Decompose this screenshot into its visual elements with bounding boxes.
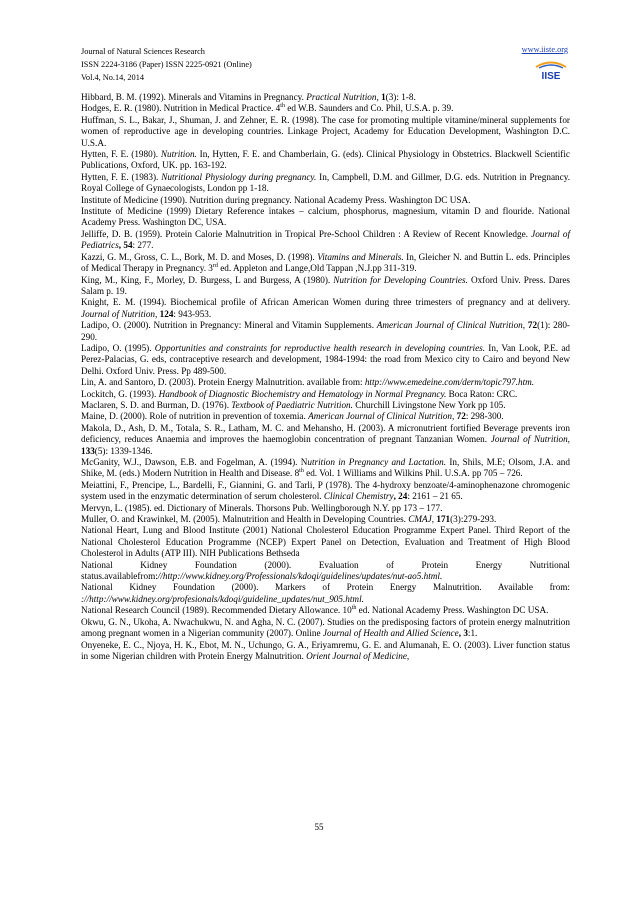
reference-i-segment: Opportunities and constraints for reproductive health research in developing countries. xyxy=(154,342,486,353)
reference-r-segment: : 2161 – 21 65. xyxy=(407,491,463,502)
reference-entry xyxy=(81,377,570,388)
reference-entry xyxy=(81,195,570,206)
reference-i-segment: Orient Journal of Medicine, xyxy=(306,650,410,661)
reference-i-segment: ://http://www.kidney.org/profesionals/kdoqi/guideline_updates/nut_905.html. xyxy=(81,593,364,604)
reference-entry xyxy=(81,206,570,229)
reference-t-segment: Hytten, F. E. (1980). xyxy=(81,149,161,160)
reference-entry xyxy=(81,297,570,320)
reference-entry xyxy=(81,503,570,514)
page-number: 55 xyxy=(314,822,324,832)
reference-b-segment: , 54 xyxy=(118,240,133,251)
reference-t-segment: Knight, E. M. (1994). Biochemical profile of African American Women during three trimesters of pregnancy and at delivery. xyxy=(81,297,570,308)
reference-r-segment: ed. National Academy Press. Washington DC USA. xyxy=(356,605,549,616)
reference-r-segment: In, Gleicher N. and Buttin L. eds. Principles of Medical Therapy in Pregnancy. 3 xyxy=(81,251,570,274)
reference-entry xyxy=(81,92,570,103)
reference-entry xyxy=(81,115,570,149)
reference-t-segment: National Kidney Foundation (2000). Evaluation of Protein Energy Nutritional status.availablefrom: xyxy=(81,559,570,582)
reference-r-segment: :1. xyxy=(467,628,478,639)
reference-r-segment: (5): 1339-1346. xyxy=(94,445,153,456)
reference-i-segment: Practical Nutrition, xyxy=(306,92,379,102)
reference-t-segment: National Research Council (1989). Recommended Dietary Allowance. 10 xyxy=(81,605,352,616)
reference-entry xyxy=(81,457,570,480)
volume-line: Vol.4, No.14, 2014 xyxy=(81,73,144,82)
reference-entry xyxy=(81,103,570,114)
reference-r-segment: In, Hytten, F. E. and Chamberlain, G. (eds). Clinical Physiology in Obstetrics. Blackwell Scientific Publications, Oxford, UK. pp. 163-192. xyxy=(81,149,570,171)
reference-t-segment: Hytten, F. E. (1983). xyxy=(81,171,162,182)
reference-i-segment: Journal of Nutrition, xyxy=(81,308,158,319)
reference-entry xyxy=(81,560,570,583)
reference-entry xyxy=(81,343,570,377)
reference-r-segment: (3): 1-8. xyxy=(385,92,416,102)
reference-i-segment: American Journal of Clinical Nutrition, xyxy=(308,411,455,422)
reference-sup-segment: th xyxy=(280,103,285,110)
reference-t-segment: Mervyn, L. (1985). ed. Dictionary of Minerals. Thorsons Pub. Wellingborough N.Y. pp 173 – 177. xyxy=(81,502,443,513)
reference-entry xyxy=(81,525,570,559)
reference-entry xyxy=(81,149,570,172)
reference-t-segment: Maine, D. (2000). Role of nutrition in prevention of toxemia. xyxy=(81,411,309,422)
reference-list xyxy=(81,92,570,662)
logo-text: IISE xyxy=(541,71,561,81)
reference-b-segment: 72 xyxy=(525,320,538,331)
reference-b-segment: 1 xyxy=(378,92,386,102)
reference-entry xyxy=(81,480,570,503)
reference-r-segment: Boca Raton: CRC. xyxy=(446,388,518,399)
reference-t-segment: National Kidney Foundation (2000). Markers of Protein Energy Malnutrition. Available from: xyxy=(81,582,570,593)
reference-sup2-segment: rd xyxy=(212,263,218,270)
reference-entry xyxy=(81,320,570,343)
reference-i-segment: http://www.emedeine.com/derm/topic797.htm. xyxy=(364,377,535,388)
reference-t-segment: Muller, O. and Krawinkel, M. (2005). Malnutrition and Health in Developing Countries. xyxy=(81,514,409,525)
reference-entry xyxy=(81,617,570,640)
reference-b-segment: 72 xyxy=(454,411,466,422)
reference-entry xyxy=(81,400,570,411)
reference-i-segment: //http://www.kidney.org/Professionals/kdoqi/guidelines/updates/nut-ao5.html. xyxy=(157,571,443,582)
reference-i-segment: Vitamins and Minerals. xyxy=(317,251,404,262)
reference-b-segment: 171 xyxy=(434,514,451,525)
reference-entry xyxy=(81,514,570,525)
reference-entry xyxy=(81,275,570,298)
reference-entry xyxy=(81,640,570,663)
reference-i-segment: American Journal of Clinical Nutrition, xyxy=(376,320,526,331)
reference-r-segment: (1): 280-290. xyxy=(81,320,570,342)
reference-r-segment: : 277. xyxy=(132,240,154,251)
reference-i-segment: Clinical Chemistry xyxy=(323,491,394,502)
reference-i-segment: Journal of Nutrition, xyxy=(490,434,570,445)
reference-t-segment: Makola, D., Ash, D. M., Totala, S. R., Latham, M. C. and Mehansho, H. (2003). A micronutrient fortified Beverage prevents iron deficiency, reduces Anaemia and improves the haemoglobin concentration of pregnant Tanzanian Women. xyxy=(81,422,570,445)
reference-r-segment: In, Campbell, D.M. and Gillmer, D.G. eds. Nutrition in Pregnancy. Royal College of Gynaecologists, London pp 1-18. xyxy=(81,171,570,194)
reference-r-segment: : 298-300. xyxy=(465,411,504,422)
reference-r-segment: Oxford Univ. Press. Dares Salam p. 19. xyxy=(81,274,570,296)
journal-name: Journal of Natural Sciences Research xyxy=(81,47,205,56)
iiste-logo-icon xyxy=(533,57,569,81)
running-header xyxy=(81,45,252,84)
reference-t-segment: Institute of Medicine (1999) Dietary Reference intakes – calcium, phosphorus, magnesium, vitamin D and flouride. National Academy Press. Washington DC, USA. xyxy=(81,206,570,228)
reference-r-segment: In, Van Look, P.E. ad Perez-Palacias, G. eds, contraceptive research and development, 1984-1994: the road from Mexico city to Cairo and beyond New Delhi. Oxford Univ. Press. Pp 489-500. xyxy=(81,342,571,376)
reference-t-segment: Jelliffe, D. B. (1959). Protein Calorie Malnutrition in Tropical Pre-School Children : A Review of Recent Knowledge. xyxy=(81,228,532,239)
reference-t-segment: Onyeneke, E. C., Njoya, H. K., Ebot, M. N., Uchungo, G. A., Eriyamremu, G. E. and Alumanah, E. O. (2003). Liver function status in some Nigerian children with Protein Energy Malnutrition. xyxy=(81,639,570,661)
reference-t-segment: Lockitch, G. (1993). xyxy=(81,388,159,399)
reference-b-segment: , 24 xyxy=(393,491,408,502)
reference-entry xyxy=(81,229,570,252)
reference-i-segment: CMAJ, xyxy=(408,514,435,525)
reference-t-segment: King, M., King, F., Morley, D. Burgess, L and Burgess, A (1980). xyxy=(81,274,334,285)
issn-line: ISSN 2224-3186 (Paper) ISSN 2225-0921 (Online) xyxy=(81,60,252,69)
reference-r-segment: Churchill Livingstone New York pp 105. xyxy=(352,399,506,410)
reference-i-segment: Textbook of Paediatric Nutrition. xyxy=(231,399,353,410)
reference-entry xyxy=(81,411,570,422)
reference-t-segment: Kazzi, G. M., Gross, C. L., Bork, M. D. and Moses, D. (1998). xyxy=(81,251,318,262)
journal-url-link[interactable]: www.iiste.org xyxy=(521,45,568,54)
reference-i-segment: Nutrition for Developing Countries. xyxy=(333,274,468,285)
reference-i-segment: Journal of Health and Allied Science xyxy=(322,628,459,639)
reference-r2-segment: ed. Appleton and Lange,Old Tappan ,N.J.pp 311-319. xyxy=(217,263,417,274)
reference-t-segment: Maclaren, S. D. and Burman, D. (1976). xyxy=(81,399,232,410)
reference-i-segment: utrition in Pregnancy and Lactation. xyxy=(307,457,447,467)
reference-i-segment: Handbook of Diagnostic Biochemistry and Hematology in Normal Pregnancy. xyxy=(158,388,447,399)
reference-r2-segment: ed. Vol. 1 Williams and Wilkins Phil. U.S.A. pp 705 – 726. xyxy=(303,468,523,479)
reference-sup2-segment: th xyxy=(299,468,304,475)
reference-b-segment: , 3 xyxy=(458,628,468,639)
reference-t-segment: Okwu, G. N., Ukoha, A. Nwachukwu, N. and Agha, N. C. (2007). Studies on the predisposing factors of protein energy malnutrition among pregnant women in a Nigerian community (2007). Online xyxy=(81,616,570,639)
reference-b-segment: 124 xyxy=(157,308,174,319)
reference-r-segment: : 943-953. xyxy=(173,308,212,319)
reference-t-segment: Ladipo, O. (2000). Nutrition in Pregnancy: Mineral and Vitamin Supplements. xyxy=(81,320,377,331)
reference-entry xyxy=(81,172,570,195)
reference-t-segment: Meiattini, F., Prencipe, L., Bardelli, F., Giannini, G. and Tarli, P (1978). The 4-hydroxy benzoate/4-aminophenazone chromogenic system used in the enzymatic determination of serum cholesterol. xyxy=(81,479,570,502)
reference-r-segment: ed W.B. Saunders and Co. Phil, U.S.A. p. 39. xyxy=(284,103,454,114)
reference-i-segment: Journal of Pediatrics xyxy=(81,228,570,251)
reference-t-segment: National Heart, Lung and Blood Institute (2001) National Cholesterol Education Programme Expert Panel. Third Report of the National Cholesterol Education Programme (NCEP) Expert Panel on Detection, Evaluation and Treatment of High Blood Cholesterol in Adults (ATP III). NIH Publications Bethseda xyxy=(81,525,570,559)
reference-t-segment: Institute of Medicine (1990). Nutrition during pregnancy. National Academy Press. Washington DC USA. xyxy=(81,194,471,205)
reference-t-segment: Lin, A. and Santoro, D. (2003). Protein Energy Malnutrition. available from: xyxy=(81,377,365,388)
reference-entry xyxy=(81,582,570,605)
reference-r-segment: (3):279-293. xyxy=(450,514,497,525)
reference-sup-segment: th xyxy=(351,605,357,612)
reference-r-segment: In, Shils, M.E; Olsom, J.A. and Shike, M. (eds.) Modern Nutrition in Health and Disease. 8 xyxy=(81,457,570,479)
reference-b-segment: 133 xyxy=(81,445,95,456)
reference-i-segment: Nutritional Physiology during pregnancy. xyxy=(161,171,317,182)
reference-i-segment: Nutrition. xyxy=(160,149,197,160)
reference-t-segment: Huffman, S. L., Bakar, J., Shuman, J. and Zehner, E. R. (1998). The case for promoting multiple vitamine/mineral supplements for women of reproductive age in developing countries. Linkage Project, Academy for Education Development, Washington D.C. U.S.A. xyxy=(81,114,570,148)
reference-t-segment: McGanity, W.J., Dawson, E.B. and Fogelman, A. (1994). N xyxy=(81,457,308,467)
reference-entry xyxy=(81,423,570,457)
reference-entry xyxy=(81,389,570,400)
reference-t-segment: Hodges, E. R. (1980). Nutrition in Medical Practice. 4 xyxy=(81,103,281,114)
reference-t-segment: Ladipo, O. (1995). xyxy=(81,342,155,353)
reference-entry xyxy=(81,252,570,275)
reference-entry xyxy=(81,605,570,616)
reference-t-segment: Hibbard, B. M. (1992). Minerals and Vitamins in Pregnancy. xyxy=(81,92,307,102)
